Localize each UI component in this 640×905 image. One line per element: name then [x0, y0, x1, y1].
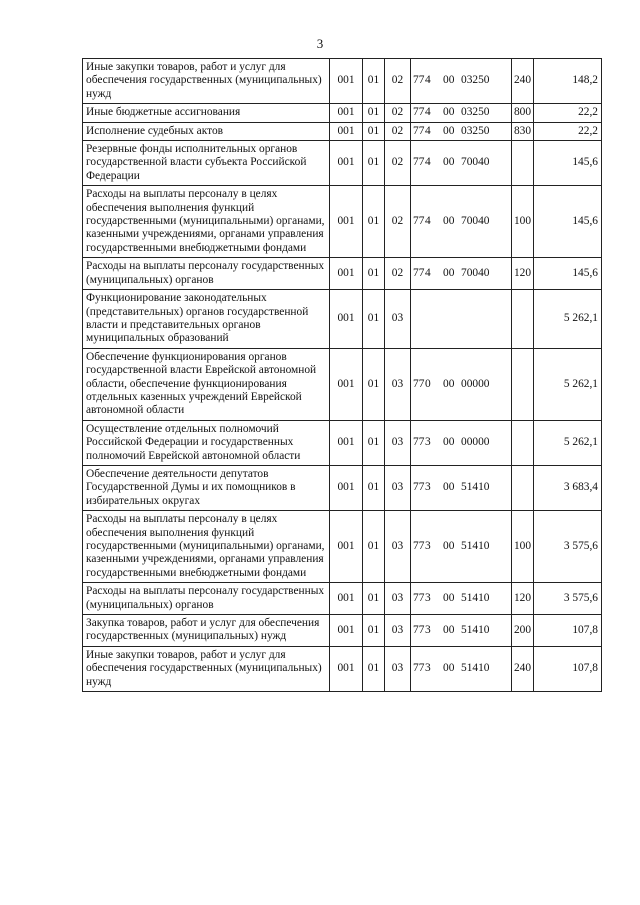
subprogram-code: 3: [425, 591, 431, 604]
ministry-code: 001: [330, 348, 363, 420]
target-article-code: [411, 59, 512, 104]
section-code: 01: [363, 465, 385, 510]
direction-code: 70040: [461, 156, 490, 169]
subprogram-code: 4: [425, 106, 431, 119]
subprogram-code: 3: [425, 436, 431, 449]
budget-table-body: [83, 59, 602, 692]
table-row: [83, 465, 602, 510]
subprogram-code: 3: [425, 481, 431, 494]
table-row: [83, 420, 602, 465]
expense-type-code: 800: [512, 104, 534, 122]
amount: 3 575,6: [534, 583, 602, 615]
table-row: [83, 615, 602, 647]
table-row: [83, 511, 602, 583]
target-article-code: [411, 290, 512, 349]
page-number: 3: [316, 36, 324, 51]
expense-type-code: 200: [512, 615, 534, 647]
subsection-code: 03: [385, 348, 411, 420]
direction-code: 51410: [461, 481, 490, 494]
direction-code: 70040: [461, 215, 490, 228]
subsection-code: 03: [385, 290, 411, 349]
target-article-code: [411, 258, 512, 290]
group-code: 00: [443, 481, 455, 494]
subsection-code: 02: [385, 104, 411, 122]
program-code: 77: [413, 481, 425, 494]
target-article-code: [411, 186, 512, 258]
section-code: 01: [363, 583, 385, 615]
ministry-code: 001: [330, 186, 363, 258]
subsection-code: 02: [385, 59, 411, 104]
table-row: [83, 122, 602, 140]
expense-type-code: 100: [512, 186, 534, 258]
expense-type-code: [512, 141, 534, 186]
expense-type-code: [512, 465, 534, 510]
expense-type-code: [512, 420, 534, 465]
table-row: [83, 104, 602, 122]
direction-code: 51410: [461, 591, 490, 604]
ministry-code: 001: [330, 511, 363, 583]
target-article-code: [411, 465, 512, 510]
ministry-code: 001: [330, 583, 363, 615]
program-code: 77: [413, 436, 425, 449]
expense-item-name: Резервные фонды исполнительных органов государственной власти субъекта Российской Федерации: [83, 141, 330, 186]
subsection-code: 03: [385, 583, 411, 615]
target-article-code: [411, 511, 512, 583]
expense-type-code: [512, 348, 534, 420]
direction-code: 03250: [461, 74, 490, 87]
target-article-code: [411, 122, 512, 140]
section-code: 01: [363, 646, 385, 691]
amount: 3 683,4: [534, 465, 602, 510]
group-code: 00: [443, 377, 455, 390]
ministry-code: 001: [330, 615, 363, 647]
direction-code: 51410: [461, 623, 490, 636]
table-row: [83, 141, 602, 186]
group-code: 00: [443, 662, 455, 675]
amount: 148,2: [534, 59, 602, 104]
program-code: 77: [413, 215, 425, 228]
program-code: 77: [413, 591, 425, 604]
expense-item-name: Иные закупки товаров, работ и услуг для обеспечения государственных (муниципальных) нужд: [83, 646, 330, 691]
ministry-code: 001: [330, 290, 363, 349]
section-code: 01: [363, 59, 385, 104]
section-code: 01: [363, 615, 385, 647]
group-code: 00: [443, 591, 455, 604]
program-code: 77: [413, 540, 425, 552]
target-article-code: [411, 141, 512, 186]
subsection-code: 03: [385, 465, 411, 510]
section-code: 01: [363, 348, 385, 420]
section-code: 01: [363, 258, 385, 290]
direction-code: 51410: [461, 540, 490, 552]
table-row: [83, 348, 602, 420]
program-code: 77: [413, 124, 425, 137]
expense-item-name: Обеспечение деятельности депутатов Государственной Думы и их помощников в избирательных округах: [83, 465, 330, 510]
group-code: 00: [443, 124, 455, 137]
amount: 107,8: [534, 646, 602, 691]
expense-item-name: Расходы на выплаты персоналу государственных (муниципальных) органов: [83, 258, 330, 290]
ministry-code: 001: [330, 465, 363, 510]
program-code: 77: [413, 74, 425, 87]
expense-type-code: 830: [512, 122, 534, 140]
table-row: [83, 583, 602, 615]
budget-table: [82, 58, 602, 692]
table-row: [83, 258, 602, 290]
expense-item-name: Закупка товаров, работ и услуг для обеспечения государственных (муниципальных) нужд: [83, 615, 330, 647]
program-code: 77: [413, 106, 425, 119]
amount: 5 262,1: [534, 290, 602, 349]
amount: 5 262,1: [534, 420, 602, 465]
amount: 145,6: [534, 141, 602, 186]
amount: 3 575,6: [534, 511, 602, 583]
ministry-code: 001: [330, 59, 363, 104]
group-code: 00: [443, 266, 455, 279]
subsection-code: 03: [385, 511, 411, 583]
section-code: 01: [363, 122, 385, 140]
program-code: 77: [413, 623, 425, 636]
subsection-code: 03: [385, 646, 411, 691]
ministry-code: 001: [330, 646, 363, 691]
subsection-code: 03: [385, 420, 411, 465]
table-row: [83, 59, 602, 104]
group-code: 00: [443, 215, 455, 228]
section-code: 01: [363, 141, 385, 186]
section-code: 01: [363, 511, 385, 583]
ministry-code: 001: [330, 104, 363, 122]
subsection-code: 02: [385, 141, 411, 186]
table-row: [83, 646, 602, 691]
section-code: 01: [363, 186, 385, 258]
group-code: 00: [443, 540, 455, 552]
target-article-code: [411, 420, 512, 465]
target-article-code: [411, 348, 512, 420]
expense-type-code: 240: [512, 646, 534, 691]
amount: 22,2: [534, 104, 602, 122]
expense-item-name: Исполнение судебных актов: [83, 122, 330, 140]
target-article-code: [411, 104, 512, 122]
amount: 107,8: [534, 615, 602, 647]
direction-code: 00000: [461, 377, 490, 390]
group-code: 00: [443, 74, 455, 87]
expense-item-name: Функционирование законодательных (представительных) органов государственной власти и представительных органов муниципальных образований: [83, 290, 330, 349]
expense-item-name: Расходы на выплаты персоналу государственных (муниципальных) органов: [83, 583, 330, 615]
program-code: 77: [413, 266, 425, 279]
program-code: 77: [413, 662, 425, 675]
ministry-code: 001: [330, 141, 363, 186]
subprogram-code: 4: [425, 124, 431, 137]
subsection-code: 03: [385, 615, 411, 647]
ministry-code: 001: [330, 258, 363, 290]
target-article-code: [411, 583, 512, 615]
subprogram-code: 3: [425, 540, 431, 552]
direction-code: 70040: [461, 266, 490, 279]
ministry-code: 001: [330, 122, 363, 140]
direction-code: 51410: [461, 662, 490, 675]
subprogram-code: 4: [425, 74, 431, 87]
amount: 145,6: [534, 186, 602, 258]
section-code: 01: [363, 420, 385, 465]
group-code: 00: [443, 436, 455, 449]
amount: 145,6: [534, 258, 602, 290]
direction-code: 03250: [461, 124, 490, 137]
section-code: 01: [363, 290, 385, 349]
table-row: [83, 290, 602, 349]
subprogram-code: 0: [425, 377, 431, 390]
subprogram-code: 3: [425, 662, 431, 675]
target-article-code: [411, 646, 512, 691]
expense-item-name: Расходы на выплаты персоналу в целях обеспечения выполнения функций государственными (муниципальными) органами, казенными учреждениями, органами управления государственными внебюджетными фондами: [83, 186, 330, 258]
subprogram-code: 4: [425, 156, 431, 169]
subprogram-code: 3: [425, 623, 431, 636]
group-code: 00: [443, 156, 455, 169]
direction-code: 00000: [461, 436, 490, 449]
target-article-code: [411, 615, 512, 647]
direction-code: 03250: [461, 106, 490, 119]
subprogram-code: 4: [425, 266, 431, 279]
expense-item-name: Обеспечение функционирования органов государственной власти Еврейской автономной области, обеспечение функционирования отдельных казенных учреждений Еврейской автономной области: [83, 348, 330, 420]
subsection-code: 02: [385, 258, 411, 290]
table-row: [83, 186, 602, 258]
subprogram-code: 4: [425, 215, 431, 228]
program-code: 77: [413, 377, 425, 390]
section-code: 01: [363, 104, 385, 122]
expense-type-code: 120: [512, 583, 534, 615]
group-code: 00: [443, 106, 455, 119]
amount: 5 262,1: [534, 348, 602, 420]
expense-item-name: Иные закупки товаров, работ и услуг для обеспечения государственных (муниципальных) нужд: [83, 59, 330, 104]
amount: 22,2: [534, 122, 602, 140]
expense-type-code: 240: [512, 59, 534, 104]
expense-type-code: 100: [512, 511, 534, 583]
group-code: 00: [443, 623, 455, 636]
expense-item-name: Расходы на выплаты персоналу в целях обеспечения выполнения функций государственными (муниципальными) органами, казенными учреждениями, органами управления государственными внебюджетными фондами: [83, 511, 330, 583]
ministry-code: 001: [330, 420, 363, 465]
expense-type-code: 120: [512, 258, 534, 290]
expense-item-name: Иные бюджетные ассигнования: [83, 104, 330, 122]
program-code: 77: [413, 156, 425, 169]
expense-item-name: Осуществление отдельных полномочий Российской Федерации и государственных полномочий Еврейской автономной области: [83, 420, 330, 465]
expense-type-code: [512, 290, 534, 349]
subsection-code: 02: [385, 122, 411, 140]
subsection-code: 02: [385, 186, 411, 258]
